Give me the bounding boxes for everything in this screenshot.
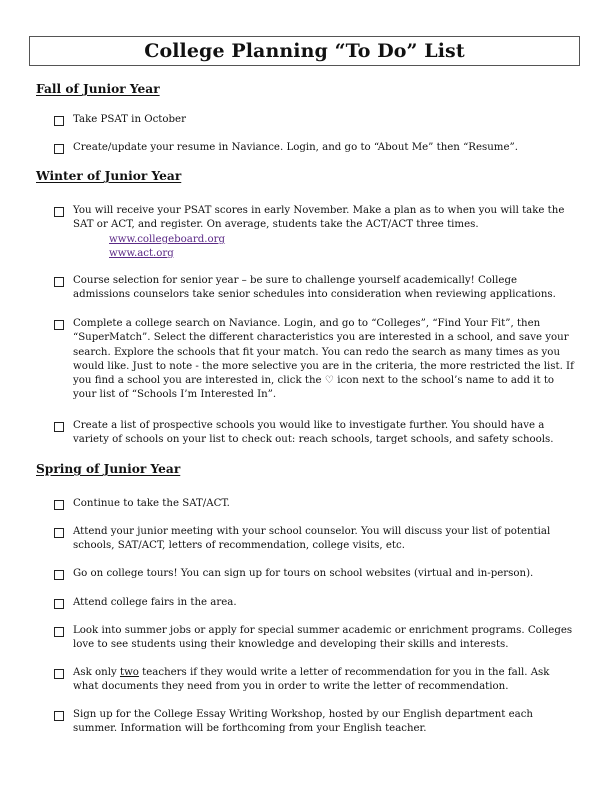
checklist-item bbox=[54, 567, 574, 581]
heart-icon: ♡ bbox=[324, 375, 334, 387]
checkbox-icon[interactable] bbox=[54, 500, 64, 510]
collegeboard-link[interactable]: www.collegeboard.org bbox=[109, 233, 226, 245]
checkbox-icon[interactable] bbox=[54, 528, 64, 538]
item-text-body: You will receive your PSAT scores in early November. Make a plan as to when you will take the SAT or ACT, and register. On average, students take the ACT/ACT three times. bbox=[73, 205, 565, 231]
checklist-item bbox=[54, 497, 574, 511]
item-text: Create/update your resume in Naviance. Login, and go to “About Me” then “Resume”. bbox=[73, 142, 518, 153]
checklist-item bbox=[54, 624, 574, 653]
item-text: Go on college tours! You can sign up for tours on school websites (virtual and in-person). bbox=[73, 568, 534, 579]
checkbox-icon[interactable] bbox=[54, 320, 64, 330]
item-text: Attend college fairs in the area. bbox=[73, 597, 237, 608]
item-text: Create a list of prospective schools you would like to investigate further. You should have a variety of schools on your list to check out: reach schools, target schools, and safety schools. bbox=[73, 420, 554, 446]
checkbox-icon[interactable] bbox=[54, 144, 64, 154]
item-text bbox=[73, 317, 574, 403]
item-text: Take PSAT in October bbox=[73, 114, 186, 125]
checklist-item bbox=[54, 525, 574, 554]
checklist-item bbox=[54, 708, 574, 737]
item-text-before: Ask only bbox=[73, 667, 117, 678]
checkbox-icon[interactable] bbox=[54, 277, 64, 287]
checkbox-icon[interactable] bbox=[54, 116, 64, 126]
item-text bbox=[73, 204, 574, 261]
section-heading-fall: Fall of Junior Year bbox=[36, 82, 160, 96]
checklist-item bbox=[54, 666, 574, 695]
checklist-item bbox=[54, 204, 574, 261]
checklist-item bbox=[54, 274, 574, 303]
section-heading-winter: Winter of Junior Year bbox=[36, 169, 182, 183]
title-box bbox=[29, 36, 580, 66]
checkbox-icon[interactable] bbox=[54, 422, 64, 432]
checkbox-icon[interactable] bbox=[54, 711, 64, 721]
checkbox-icon[interactable] bbox=[54, 207, 64, 217]
item-text: Course selection for senior year – be sure to challenge yourself academically! College admissions counselors take senior schedules into consideration when reviewing applications. bbox=[73, 275, 556, 301]
emphasized-word: two bbox=[119, 667, 139, 678]
item-text-after: teachers if they would write a letter of recommendation for you in the fall. Ask what documents they need from you in order to write the letter of recommendation. bbox=[73, 667, 550, 693]
act-link[interactable]: www.act.org bbox=[109, 247, 174, 259]
item-text-before: Complete a college search on Naviance. Login, and go to “Colleges”, “Find Your Fit”, then “SuperMatch”. Select the different characteristics you are interested in a school, and save your search. Explore the schools that fit your match. You can redo the search as many times as you would like. Just to note - the more selective you are in the criteria, the more restricted the list. If you find a school you are interested in, click the bbox=[73, 318, 574, 387]
item-text: Sign up for the College Essay Writing Workshop, hosted by our English department each summer. Information will be forthcoming from your English teacher. bbox=[73, 709, 533, 735]
item-text: Attend your junior meeting with your school counselor. You will discuss your list of potential schools, SAT/ACT, letters of recommendation, college visits, etc. bbox=[73, 526, 551, 552]
checklist-item bbox=[54, 141, 574, 155]
checkbox-icon[interactable] bbox=[54, 669, 64, 679]
checklist-item bbox=[54, 419, 574, 448]
checklist-item bbox=[54, 317, 574, 403]
checklist-item bbox=[54, 113, 574, 127]
checkbox-icon[interactable] bbox=[54, 599, 64, 609]
checkbox-icon[interactable] bbox=[54, 627, 64, 637]
page-title: College Planning “To Do” List bbox=[144, 40, 465, 62]
item-text: Continue to take the SAT/ACT. bbox=[73, 498, 230, 509]
section-heading-spring: Spring of Junior Year bbox=[36, 462, 181, 476]
item-text bbox=[73, 666, 574, 695]
checklist-item bbox=[54, 596, 574, 610]
item-text: Look into summer jobs or apply for special summer academic or enrichment programs. Colleges love to see students using their knowledge and developing their skills and interests. bbox=[73, 625, 573, 651]
checkbox-icon[interactable] bbox=[54, 570, 64, 580]
item-text-after: icon next to the school’s name to add it to your list of “Schools I’m Interested In”. bbox=[73, 375, 555, 401]
